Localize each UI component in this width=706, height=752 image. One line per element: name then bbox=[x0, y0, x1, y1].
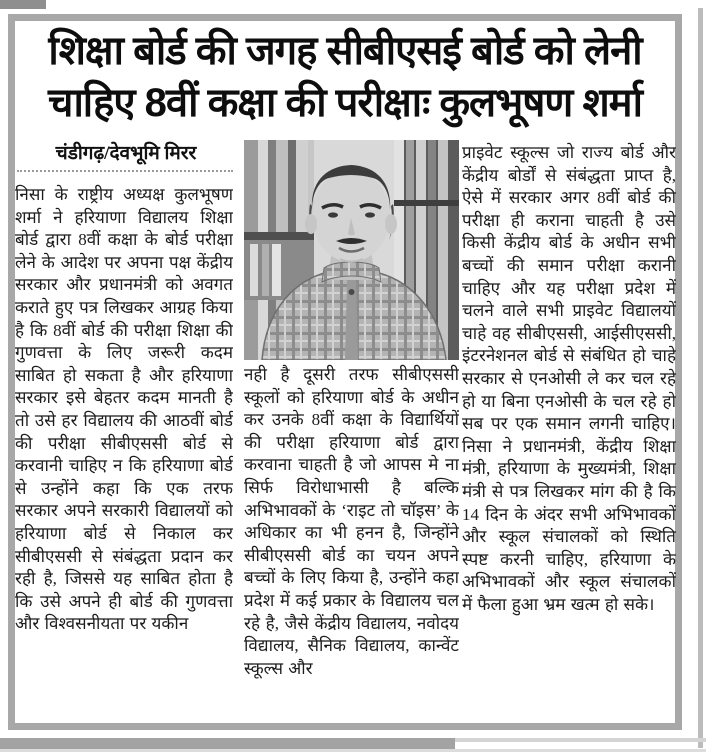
scan-artifact-bottom-bar-light bbox=[455, 738, 706, 742]
article-column-3: प्राइवेट स्कूल्स जो राज्य बोर्ड और केंद्रीय बोर्डों से संबंद्धता प्राप्त है, ऐसे में सरकार अगर 8वीं बोर्ड की परीक्षा ही कराना चाहती है उसे किसी केंद्रीय बोर्ड के अधीन सभी बच्चों की समान परीक्षा करानी चाहिए और यह परीक्षा प्रदेश में चलने वाले सभी प्राइवेट विद्यालयों चाहे वह सीबीएससी, आईसीएससी, इंटरनेशनल बोर्ड से संबंधित हो चाहे सरकार से एनओसी ले कर चल रहे हो या बिना एनओसी के चल रहे हो सब पर एक समान लगनी चाहिए। निसा ने प्रधानमंत्री, केंद्रीय शिक्षा मंत्री, हरियाणा के मुख्यमंत्री, शिक्षा मंत्री से पत्र लिखकर मांग की है कि 14 दिन के अंदर सभी अभिभावकों और स्कूल संचालकों को स्थिति स्पष्ट करनी चाहिए, हरियाणा के अभिभावकों और स्कूल संचालकों में फैला हुआ भ्रम खत्म हो सके। bbox=[462, 143, 676, 614]
scan-artifact-bottom-bar bbox=[0, 738, 455, 749]
headline-line-2: चाहिए 8वीं कक्षा की परीक्षाः कुलभूषण शर्मा bbox=[48, 81, 642, 125]
face bbox=[312, 170, 390, 262]
headline-line-1: शिक्षा बोर्ड की जगह सीबीएसई बोर्ड को लेनी bbox=[48, 29, 642, 73]
scan-artifact-corner bbox=[0, 0, 46, 9]
byline: चंडीगढ़/देवभूमि मिरर bbox=[55, 143, 197, 164]
article-column-1: निसा के राष्ट्रीय अध्यक्ष कुलभूषण शर्मा ने हरियाणा विद्यालय शिक्षा बोर्ड द्वारा 8वीं कक्षा के बोर्ड परीक्षा लेने के आदेश पर अपना पक्ष केंद्रीय सरकार और प्रधानमंत्री को अवगत कराते हुए पत्र लिखकर आग्रह किया है कि 8वीं बोर्ड की परीक्षा शिक्षा की गुणवत्ता के लिए जरूरी कदम साबित हो सकता है और हरियाणा सरकार इसे बेहतर कदम मानती है तो उसे हर विद्यालय की आठवीं बोर्ड की परीक्षा सीबीएससी बोर्ड से करवानी चाहिए न कि हरियाणा बोर्ड से उन्होंने कहा कि एक तरफ सरकार अपने सरकारी विद्यालयों को हरियाणा बोर्ड से निकाल कर सीबीएससी से संबंद्धता प्रदान कर रही है, जिससे यह साबित होता है कि उसे अपने ही बोर्ड की गुणवत्ता और विश्वसनीयता पर यकीन bbox=[15, 185, 233, 634]
ear-right bbox=[385, 214, 397, 234]
byline-separator bbox=[17, 170, 233, 172]
article-content bbox=[15, 21, 675, 723]
portrait-illustration bbox=[244, 140, 459, 360]
headline bbox=[15, 25, 675, 129]
scan-artifact-right-rule bbox=[698, 8, 703, 748]
article-frame bbox=[8, 14, 682, 730]
button bbox=[349, 289, 355, 295]
eye-right bbox=[365, 212, 375, 217]
eye-left bbox=[328, 212, 338, 217]
article-photo bbox=[244, 140, 459, 360]
ear-left bbox=[305, 214, 317, 234]
article-column-2: नही है दूसरी तरफ सीबीएससी स्कूलों को हरियाणा बोर्ड के अधीन कर उनके 8वीं कक्षा के विद्यार्थियों की परीक्षा हरियाणा बोर्ड द्वारा करवाना चाहती है जो आपस मे ना सिर्फ विरोधाभासी है बल्कि अभिभावकों के ‘राइट तो चॉइस’ के अधिकार का भी हनन है, जिन्होंने सीबीएससी बोर्ड का चयन अपने बच्चों के लिए किया है, उन्होंने कहा प्रदेश में कई प्रकार के विद्यालय चल रहे है, जैसे केंद्रीय विद्यालय, नवोदय विद्यालय, सैनिक विद्यालय, कान्वेंट स्कूल्स और bbox=[244, 365, 459, 678]
